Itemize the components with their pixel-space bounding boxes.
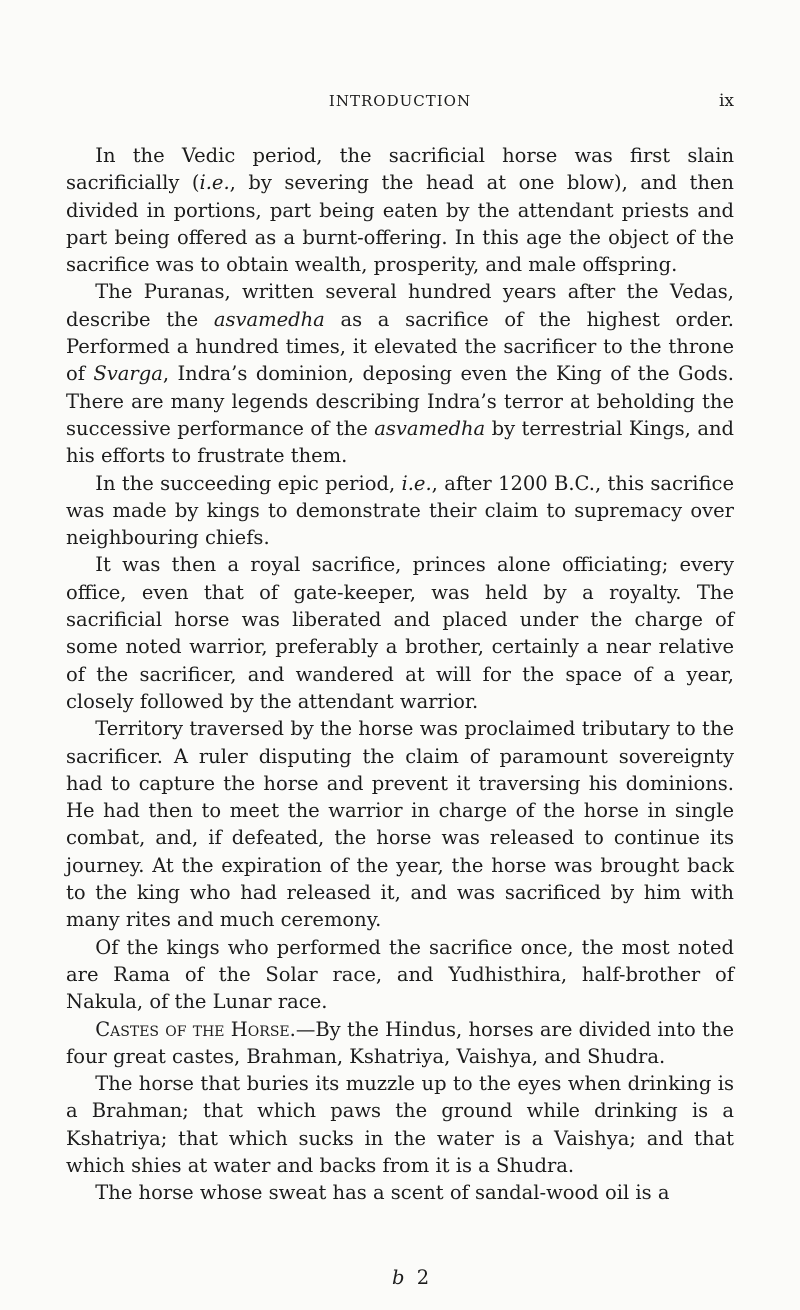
section-heading: Castes of the Horse. — [95, 1017, 296, 1041]
paragraph-puranas: The Puranas, written several hundred years after the Vedas, describe the asvamedha as a sacrifice of the highest order. Performed a hundred times, it elevated the sacrificer to the throne of Svarga, Indra’s dominion, deposing even the King of the Gods. There are many legends describing Indra’s terror at beholding the successive performance of the asvamedha by terrestrial Kings, and his efforts to frustrate them. — [66, 280, 734, 468]
signature-mark: b 2 — [392, 1266, 430, 1289]
paragraph-noted-kings: Of the kings who performed the sacrifice once, the most noted are Rama of the Solar race, and Yudhisthira, half-brother of Nakula, of the Lunar race. — [66, 935, 734, 1014]
body-text — [66, 142, 734, 1207]
paragraph-sweat-scent: The horse whose sweat has a scent of sandal-wood oil is a — [95, 1181, 670, 1205]
paragraph-drinking-habits: The horse that buries its muzzle up to the eyes when drinking is a Brahman; that which paws the ground while drinking is a Kshatriya; that which sucks in the water is a Vaishya; and that which shies at water and backs from it is a Shudra. — [66, 1072, 734, 1177]
paragraph-vedic-period: In the Vedic period, the sacrificial horse was first slain sacrificially (i.e., by severing the head at one blow), and then divided in portions, part being eaten by the attendant priests and part being offered as a burnt-offering. In this age the object of the sacrifice was to obtain wealth, prosperity, and male offspring. — [66, 144, 734, 277]
paragraph-territory: Territory traversed by the horse was proclaimed tributary to the sacrificer. A ruler disputing the claim of paramount sovereignty had to capture the horse and prevent it traversing his dominions. He had then to meet the warrior in charge of the horse in single combat, and, if defeated, the horse was released to continue its journey. At the expiration of the year, the horse was brought back to the king who had released it, and was sacrificed by him with many rites and much ceremony. — [66, 717, 734, 932]
paragraph-castes: Castes of the Horse.—By the Hindus, horses are divided into the four great castes, Brahman, Kshatriya, Vaishya, and Shudra. — [66, 1017, 734, 1068]
running-head — [66, 92, 734, 116]
paragraph-epic-period: In the succeeding epic period, i.e., after 1200 B.C., this sacrifice was made by kings to demonstrate their claim to supremacy over neighbouring chiefs. — [66, 471, 734, 550]
paragraph-royal-sacrifice: It was then a royal sacrifice, princes alone officiating; every office, even that of gate-keeper, was held by a royalty. The sacrificial horse was liberated and placed under the charge of some noted warrior, preferably a brother, certainly a near relative of the sacrificer, and wandered at will for the space of a year, closely followed by the attendant warrior. — [66, 553, 734, 713]
page-number: ix — [718, 91, 734, 111]
running-head-title: INTRODUCTION — [328, 92, 472, 110]
